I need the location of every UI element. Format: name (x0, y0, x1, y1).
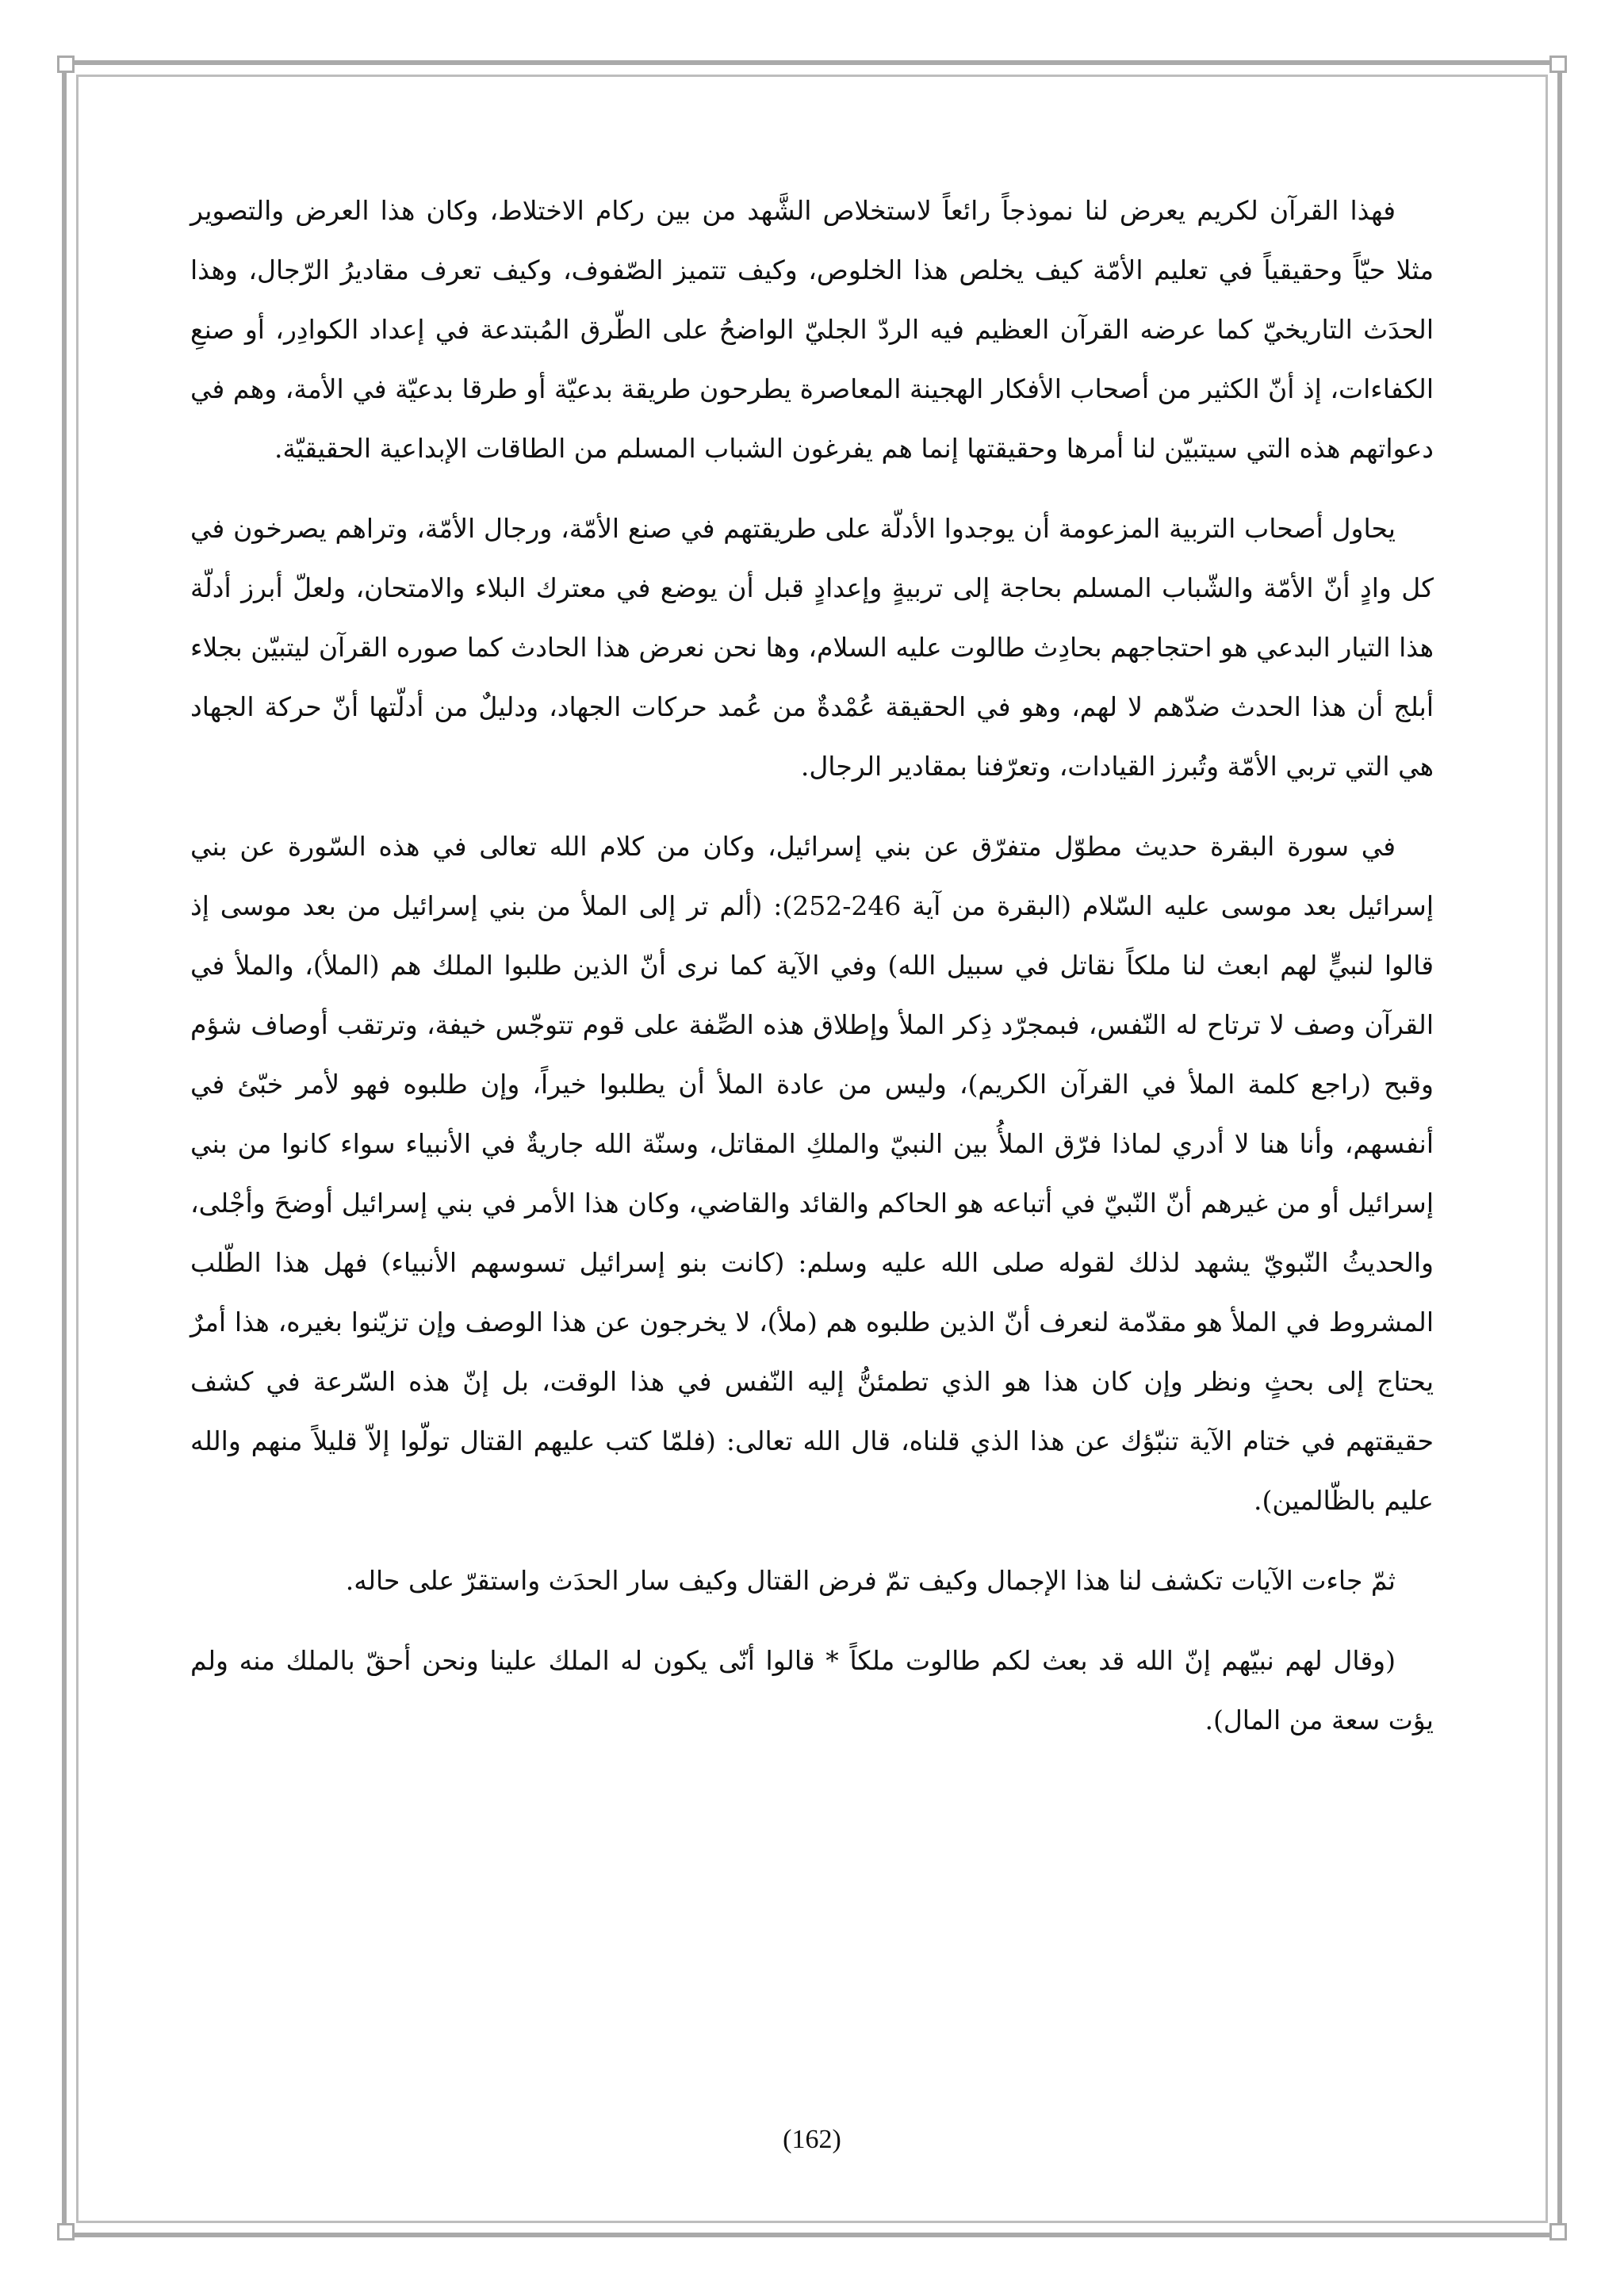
paragraph-2: يحاول أصحاب التربية المزعومة أن يوجدوا الأدلّة على طريقتهم في صنع الأمّة، ورجال الأمّة، وتراهم يصرخون في كل وادٍ أنّ الأمّة والشّباب المسلم بحاجة إلى تربيةٍ وإعدادٍ قبل أن يوضع في معترك البلاء والامتحان، ولعلّ أبرز أدلّة هذا التيار البدعي هو احتجاجهم بحادِث طالوت عليه السلام، وها نحن نعرض هذا الحادث كما صوره القرآن ليتبيّن بجلاء أبلج أن هذا الحدث ضدّهم لا لهم، وهو في الحقيقة عُمْدةٌ من عُمد حركات الجهاد، ودليلٌ من أدلّتها أنّ حركة الجهاد هي التي تربي الأمّة وتُبرز القيادات، وتعرّفنا بمقادير الرجال. (190, 513, 1434, 782)
page-number: (162) (783, 2125, 841, 2154)
border-corner-bottom-left (57, 2223, 75, 2241)
border-corner-top-right (1549, 55, 1567, 73)
border-corner-bottom-right (1549, 2223, 1567, 2241)
paragraph-4: ثمّ جاءت الآيات تكشف لنا هذا الإجمال وكيف تمّ فرض القتال وكيف سار الحدَث واستقرّ على حاله. (345, 1565, 1396, 1596)
paragraph-3: في سورة البقرة حديث مطوّل متفرّق عن بني إسرائيل، وكان من كلام الله تعالى في هذه السّورة عن بني إسرائيل بعد موسى عليه السّلام (البقرة من آية 246-252): (ألم تر إلى الملأ من بني إسرائيل من بعد موسى إذ قالوا لنبيٍّ لهم ابعث لنا ملكاً نقاتل في سبيل الله) وفي الآية كما نرى أنّ الذين طلبوا الملك هم (الملأ)، والملأ في القرآن وصف لا ترتاح له النّفس، فبمجرّد ذِكر الملأ وإطلاق هذه الصِّفة على قوم تتوجّس خيفة، وترتقب أوصاف شؤم وقبح (راجع كلمة الملأ في القرآن الكريم)، وليس من عادة الملأ أن يطلبوا خيراً، وإن طلبوه فهو لأمر خبّئ في أنفسهم، وأنا هنا لا أدري لماذا فرّق الملأُ بين النبيّ والملكِ المقاتل، وسنّة الله جاريةٌ في الأنبياء سواء كانوا من بني إسرائيل أو من غيرهم أنّ النّبيّ في أتباعه هو الحاكم والقائد والقاضي، وكان هذا الأمر في بني إسرائيل أوضحَ وأجْلى، والحديثُ النّبويّ يشهد لذلك لقوله صلى الله عليه وسلم: (كانت بنو إسرائيل تسوسهم الأنبياء) فهل هذا الطّلب المشروط في الملأ هو مقدّمة لنعرف أنّ الذين طلبوه هم (ملأ)، لا يخرجون عن هذا الوصف وإن تزيّنوا بغيره، هذا أمرٌ يحتاج إلى بحثٍ ونظر وإن كان هذا هو الذي تطمئنُّ إليه النّفس في هذا الوقت، بل إنّ هذه السّرعة في كشف حقيقتهم في ختام الآية تنبّؤك عن هذا الذي قلناه، قال الله تعالى: (فلمّا كتب عليهم القتال تولّوا إلاّ قليلاً منهم والله عليم بالظّالمين). (190, 831, 1434, 1516)
paragraph-5: (وقال لهم نبيّهم إنّ الله قد بعث لكم طالوت ملكاً * قالوا أنّى يكون له الملك علينا ونحن أحقّ بالملك منه ولم يؤت سعة من المال). (190, 1645, 1434, 1735)
border-corner-top-left (57, 55, 75, 73)
page-body (190, 181, 1434, 1770)
paragraph-1: فهذا القرآن لكريم يعرض لنا نموذجاً رائعاً لاستخلاص الشَّهد من بين ركام الاختلاط، وكان هذا العرض والتصوير مثلا حيّاً وحقيقياً في تعليم الأمّة كيف يخلص هذا الخلوص، وكيف تتميز الصّفوف، وكيف تعرف مقاديرُ الرّجال، وهذا الحدَث التاريخيّ كما عرضه القرآن العظيم فيه الردّ الجليّ الواضحُ على الطّرق المُبتدعة في إعداد الكوادِر، أو صنعِ الكفاءات، إذ أنّ الكثير من أصحاب الأفكار الهجينة المعاصرة يطرحون طريقة بدعيّة أو طرقا بدعيّة في الأمة، وهم في دعواتهم هذه التي سيتبيّن لنا أمرها وحقيقتها إنما هم يفرغون الشباب المسلم من الطاقات الإبداعية الحقيقيّة. (190, 195, 1434, 464)
